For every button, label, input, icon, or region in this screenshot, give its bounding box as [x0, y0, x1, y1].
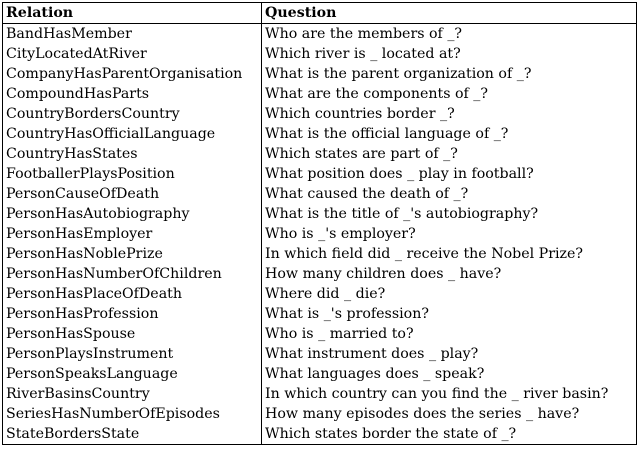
- relation-cell: CountryHasOfficialLanguage: [3, 124, 262, 144]
- relation-cell: FootballerPlaysPosition: [3, 164, 262, 184]
- table-row: [3, 44, 637, 64]
- question-cell: What is the parent organization of _?: [262, 64, 637, 84]
- question-cell: Which states are part of _?: [262, 144, 637, 164]
- table-row: [3, 204, 637, 224]
- table-body: [3, 24, 637, 445]
- relation-cell: CompoundHasParts: [3, 84, 262, 104]
- question-cell: What are the components of _?: [262, 84, 637, 104]
- relation-column-header: Relation: [3, 3, 262, 24]
- question-cell: Where did _ die?: [262, 284, 637, 304]
- relation-cell: CountryHasStates: [3, 144, 262, 164]
- question-cell: What languages does _ speak?: [262, 364, 637, 384]
- question-cell: Who is _ married to?: [262, 324, 637, 344]
- table-row: [3, 164, 637, 184]
- question-cell: What instrument does _ play?: [262, 344, 637, 364]
- question-cell: What is the title of _'s autobiography?: [262, 204, 637, 224]
- relation-cell: PersonPlaysInstrument: [3, 344, 262, 364]
- relation-cell: PersonCauseOfDeath: [3, 184, 262, 204]
- table-row: [3, 64, 637, 84]
- relation-cell: PersonHasEmployer: [3, 224, 262, 244]
- question-cell: Which states border the state of _?: [262, 424, 637, 445]
- table-row: [3, 24, 637, 45]
- table-row: [3, 304, 637, 324]
- relation-question-table-container: [2, 2, 636, 445]
- table-row: [3, 104, 637, 124]
- question-cell: Who are the members of _?: [262, 24, 637, 45]
- relation-cell: PersonHasPlaceOfDeath: [3, 284, 262, 304]
- relation-cell: PersonHasProfession: [3, 304, 262, 324]
- question-column-header: Question: [262, 3, 637, 24]
- relation-cell: PersonHasSpouse: [3, 324, 262, 344]
- relation-cell: StateBordersState: [3, 424, 262, 445]
- question-cell: In which country can you find the _ river basin?: [262, 384, 637, 404]
- header-row: [3, 3, 637, 24]
- table-row: [3, 264, 637, 284]
- relation-cell: RiverBasinsCountry: [3, 384, 262, 404]
- relation-cell: CityLocatedAtRiver: [3, 44, 262, 64]
- question-cell: What is the official language of _?: [262, 124, 637, 144]
- question-cell: What caused the death of _?: [262, 184, 637, 204]
- relation-cell: SeriesHasNumberOfEpisodes: [3, 404, 262, 424]
- question-cell: How many children does _ have?: [262, 264, 637, 284]
- relation-cell: PersonHasNumberOfChildren: [3, 264, 262, 284]
- table-row: [3, 344, 637, 364]
- question-cell: How many episodes does the series _ have?: [262, 404, 637, 424]
- relation-cell: PersonHasAutobiography: [3, 204, 262, 224]
- table-row: [3, 224, 637, 244]
- question-cell: What is _'s profession?: [262, 304, 637, 324]
- relation-cell: CountryBordersCountry: [3, 104, 262, 124]
- question-cell: Which countries border _?: [262, 104, 637, 124]
- table-row: [3, 184, 637, 204]
- table-row: [3, 144, 637, 164]
- table-row: [3, 84, 637, 104]
- table-header: [3, 3, 637, 24]
- table-row: [3, 244, 637, 264]
- table-row: [3, 384, 637, 404]
- table-row: [3, 284, 637, 304]
- question-cell: What position does _ play in football?: [262, 164, 637, 184]
- table-row: [3, 124, 637, 144]
- relation-cell: CompanyHasParentOrganisation: [3, 64, 262, 84]
- question-cell: Which river is _ located at?: [262, 44, 637, 64]
- table-row: [3, 404, 637, 424]
- table-row: [3, 324, 637, 344]
- table-row: [3, 364, 637, 384]
- question-cell: Who is _'s employer?: [262, 224, 637, 244]
- relation-cell: PersonHasNoblePrize: [3, 244, 262, 264]
- question-cell: In which field did _ receive the Nobel Prize?: [262, 244, 637, 264]
- table-row: [3, 424, 637, 445]
- relation-cell: BandHasMember: [3, 24, 262, 45]
- relation-cell: PersonSpeaksLanguage: [3, 364, 262, 384]
- relation-question-table: [2, 2, 637, 445]
